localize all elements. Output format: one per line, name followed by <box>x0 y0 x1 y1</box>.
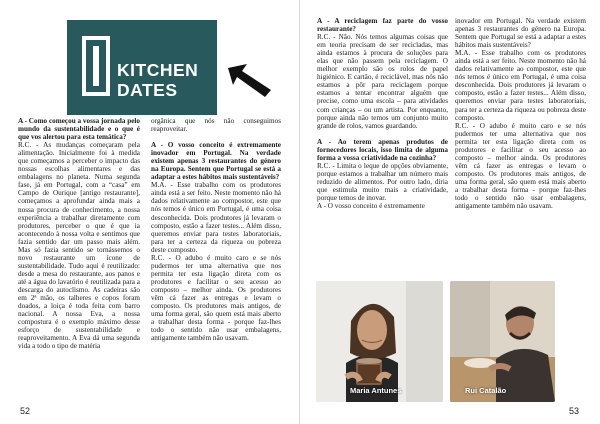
logo-text <box>117 60 198 100</box>
question-2: A - O vosso conceito é extremamente inovador em Portugal. Na verdade existem apenas 3 restaurantes do género na Europa. Sentem que Portugal se está a adaptar a estes hábitos mais sustentáveis? <box>151 141 281 182</box>
photo-caption-2: Rui Catalão <box>465 386 507 395</box>
photo-rui-catalao-illustration <box>450 281 555 402</box>
arrow-icon <box>225 60 275 100</box>
question-3: A - A reciclagem faz parte do vosso restaurante? <box>317 17 448 34</box>
kitchen-dates-logo <box>67 20 217 115</box>
logo-line-1: KITCHEN <box>117 60 199 80</box>
answer-6: M.A. - Esse trabalho com os produtores ainda está a ser feito. Neste momento não há dados relativamente ao compostor, este que nós temos é único em Portugal, é uma coisa desconhecida. Dois produtores já levaram o composto, estão a fazer testes... Além disso, queremos enviar para testes laboratoriais, para ter a certeza da riqueza ou pobreza deste composto. <box>455 49 586 122</box>
question-4: A - Ao terem apenas produtos de fornecedores locais, isso limita de alguma forma a vossa criatividade na cozinha? <box>317 137 448 162</box>
question-5-start: A - O vosso conceito é extremamente <box>317 202 425 211</box>
answer-1: R.C. - As mudanças começaram pela alimentação. Inicialmente foi à medida que começamos a perceber o impacto das nossas escolhas alimentares e das embalagens no planeta. Numa segunda fase, já em Portugal, com a “casa” em Campo de Ourique [antigo restaurante], começamos a aprofundar ainda mais a nossa procura de conhecimento, a nossa experiência a trabalhar diretamente com produtores, perceber o que é que ia acontecendo à nossa volta e sentimos que fazia sentido dar um passo mais além. Mas só fazia sentido se tornássemos o novo restaurante um ícone de sustentabilidade. Tudo aqui é reutilizado: desde a mesa do restaurante, aos panos e até a água do lavatório é reutilizada para a descarga do autoclismo. As cadeiras são em 2ª mão, os talheres e copos foram doados, a loiça é toda feita com barro nacional. A nossa Eva, a nossa compostura é o exemplo máximo desse esforço de sustentabilidade e reaproveitamento. A Eva dá uma segunda vida a todo o tipo de matéria <box>18 141 140 351</box>
answer-4: R.C. - Não. Nós temos algumas coisas que em teoria precisam de ser recicladas, mas ainda estamos à procura de soluções para elas que não passem pela reciclagem. O melhor exemplo são os rolos de papel higiénico. E cartão, é reciclável, mas nós não estamos a pôr para reciclagem porque estamos a tentar encontrar alguém que precise, como uma escola – para atividades com crianças – ou um artista. Por enquanto, porque ainda não temos um conjunto muito grande de rolos, vamos guardando. <box>317 33 448 130</box>
answer-2: M.A. - Esse trabalho com os produtores ainda está a ser feito. Neste momento não há dados relativamente ao compostor, este que nós temos é único em Portugal, é uma coisa desconhecida. Dois produtores já levaram o composto, estão a fazer testes... Além disso, queremos enviar para testes laboratoriais, para ter a certeza da riqueza ou pobreza deste composto. <box>151 181 281 254</box>
answer-5: R.C. - Limita o leque de opções obviamente, porque estamos a trabalhar um número mais reduzido de alimentos. Por outro lado, diria que estimula muito mais a criatividade, porque temos de inovar. <box>317 161 448 202</box>
left-column-2 <box>151 117 281 409</box>
photo-rui-catalao <box>450 281 555 402</box>
photo-maria-antunes-illustration <box>316 281 443 402</box>
page-gutter <box>299 0 300 424</box>
logo-line-2: DATES <box>117 80 178 100</box>
answer-3: R.C. - O adubo é muito caro e se nós pudermos ter uma alternativa que nos permita ter esta ligação direta com os produtores e facilitar o seu acesso ao composto – melhor ainda. Os produtores vêm cá fazer as entregas e levam o composto. Os produtores mais antigos, de uma forma geral, são quem está mais aberto a trabalhar desta forma - porque faz-lhes todo o sentido não usar embalagens, antigamente também não usavam. <box>151 253 281 343</box>
right-column-1 <box>317 17 448 279</box>
question-1: A - Como começou a vossa jornada pelo mundo da sustentabilidade e o que é que vos alertou para esta temática? <box>18 117 140 142</box>
photo-caption-1: Maria Antunes <box>350 386 402 395</box>
page-number-left: 52 <box>20 406 31 416</box>
logo-mark-icon <box>82 36 110 96</box>
answer-7: R.C. - O adubo é muito caro e se nós pudermos ter uma alternativa que nos permita ter esta ligação direta com os produtores e facilitar o seu acesso ao composto – melhor ainda. Os produtores vêm cá fazer as entregas e levam o composto. Os produtores mais antigos, de uma forma geral, são quem está mais aberto a trabalhar desta forma - porque faz-lhes todo o sentido não usar embalagens, antigamente também não usavam. <box>455 121 586 211</box>
right-column-2 <box>455 17 586 279</box>
page-number-right: 53 <box>569 406 580 416</box>
question-5-continued: inovador em Portugal. Na verdade existem apenas 3 restaurantes do género na Europa. Sentem que Portugal se está a adaptar a estes hábitos mais sustentáveis? <box>455 17 586 50</box>
photo-maria-antunes <box>316 281 443 402</box>
paragraph-gap <box>151 133 281 141</box>
answer-1-continued: orgânica que nós não conseguimos reaproveitar. <box>151 117 281 134</box>
left-column-1 <box>18 117 140 409</box>
paragraph-gap <box>317 130 448 138</box>
